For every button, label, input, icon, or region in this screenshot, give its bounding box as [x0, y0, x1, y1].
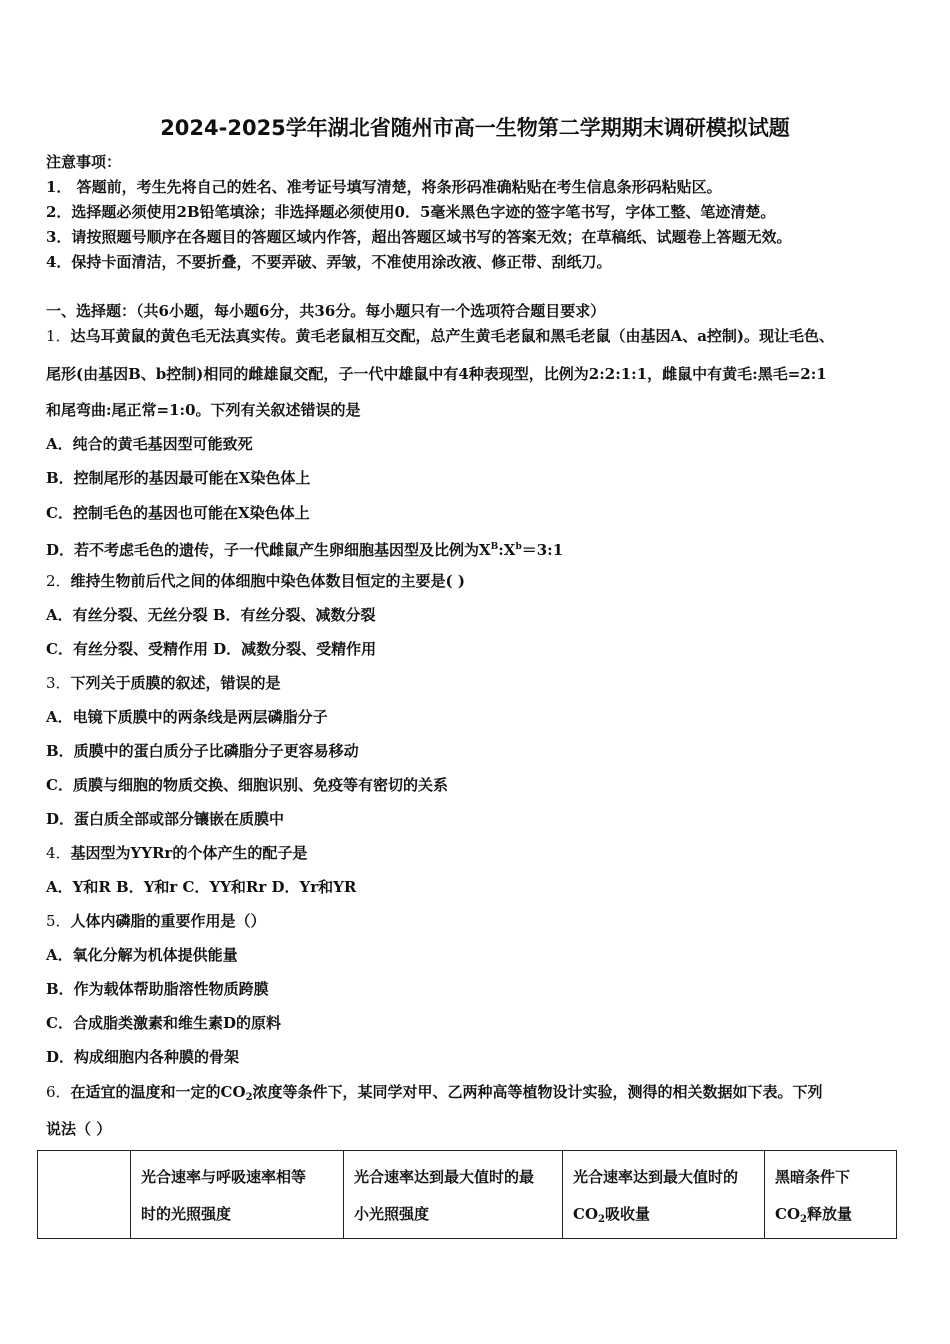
- question-6-stem: 6．在适宜的温度和一定的$CO_2$浓度等条件下，某同学对甲、乙两种高等植物设计实验，测得的相关数据如下表。下列: [46, 1083, 823, 1103]
- option-b: B．作为载体帮助脂溶性物质跨膜: [46, 980, 269, 998]
- option-c: C．合成脂类激素和维生素D的原料: [46, 1014, 281, 1032]
- table-cell: 光合速率达到最大值时的最 小光照强度: [344, 1151, 563, 1239]
- option-a: A．纯合的黄毛基因型可能致死: [46, 435, 253, 453]
- question-text: 下列关于质膜的叙述，错误的是: [70, 674, 281, 692]
- option-c: C．质膜与细胞的物质交换、细胞识别、免疫等有密切的关系: [46, 776, 448, 794]
- question-1-line3: 和尾弯曲:尾正常=1:0。下列有关叙述错误的是: [46, 401, 361, 419]
- question-number: 6．: [46, 1083, 71, 1101]
- question-number: 3．: [46, 674, 71, 692]
- table-cell: [38, 1151, 131, 1239]
- question-5-stem: [46, 911, 266, 931]
- question-number: 1．: [46, 327, 71, 345]
- option-d: D．若不考虑毛色的遗传，子一代雌鼠产生卵细胞基因型及比例为$X^B:X^b=3:1$: [46, 541, 564, 559]
- options-ab: A．有丝分裂、无丝分裂 B．有丝分裂、减数分裂: [46, 606, 376, 624]
- options-cd: C．有丝分裂、受精作用 D．减数分裂、受精作用: [46, 640, 377, 658]
- question-1-line2: 尾形(由基因B、b控制)相同的雌雄鼠交配，子一代中雄鼠中有4种表现型，比例为2:2:1:1，雌鼠中有黄毛:黑毛=2:1: [46, 365, 827, 383]
- table-cell: 光合速率达到最大值时的 $CO_2$吸收量: [563, 1151, 765, 1239]
- option-a: A．氧化分解为机体提供能量: [46, 946, 238, 964]
- option-b: B．质膜中的蛋白质分子比磷脂分子更容易移动: [46, 742, 359, 760]
- notice-item: 3．请按照题号顺序在各题目的答题区域内作答，超出答题区域书写的答案无效；在草稿纸、试题卷上答题无效。: [46, 228, 792, 246]
- table-cell: 黑暗条件下 $CO_2$释放量: [765, 1151, 897, 1239]
- data-table: [37, 1150, 897, 1239]
- question-text: 维持生物前后代之间的体细胞中染色体数目恒定的主要是( ): [70, 572, 465, 590]
- notice-item: 1． 答题前，考生先将自己的姓名、准考证号填写清楚，将条形码准确粘贴在考生信息条形码粘贴区。: [46, 178, 722, 196]
- option-a: A．电镜下质膜中的两条线是两层磷脂分子: [46, 708, 328, 726]
- question-number: 5．: [46, 912, 71, 930]
- options-abcd: A．Y和R B．Y和r C．YY和Rr D．Yr和YR: [46, 878, 357, 896]
- table-cell: 光合速率与呼吸速率相等 时的光照强度: [131, 1151, 344, 1239]
- page-title: 2024-2025学年湖北省随州市高一生物第二学期期末调研模拟试题: [160, 116, 790, 140]
- notice-heading: 注意事项：: [46, 153, 122, 171]
- table-row: [38, 1151, 897, 1239]
- section-heading: 一、选择题：（共6小题，每小题6分，共36分。每小题只有一个选项符合题目要求）: [46, 302, 606, 320]
- question-number: 4．: [46, 844, 71, 862]
- question-text: 人体内磷脂的重要作用是（）: [70, 912, 266, 930]
- option-d: D．蛋白质全部或部分镶嵌在质膜中: [46, 810, 285, 828]
- question-2-stem: [46, 571, 465, 591]
- question-text: 基因型为YYRr的个体产生的配子是: [70, 844, 308, 862]
- question-6-line2: 说法（ ）: [46, 1120, 112, 1138]
- notice-item: 4．保持卡面清洁，不要折叠，不要弄破、弄皱，不准使用涂改液、修正带、刮纸刀。: [46, 253, 612, 271]
- question-number: 2．: [46, 572, 71, 590]
- question-3-stem: [46, 673, 281, 693]
- option-b: B．控制尾形的基因最可能在X染色体上: [46, 469, 311, 487]
- option-d: D．构成细胞内各种膜的骨架: [46, 1048, 240, 1066]
- question-1-stem: [46, 326, 834, 346]
- question-4-stem: [46, 843, 307, 863]
- notice-item: 2．选择题必须使用2B铅笔填涂；非选择题必须使用0．5毫米黑色字迹的签字笔书写，字体工整、笔迹清楚。: [46, 203, 776, 221]
- question-text: 达乌耳黄鼠的黄色毛无法真实传。黄毛老鼠相互交配，总产生黄毛老鼠和黑毛老鼠（由基因A、a控制)。现让毛色、: [70, 327, 835, 345]
- option-c: C．控制毛色的基因也可能在X染色体上: [46, 504, 310, 522]
